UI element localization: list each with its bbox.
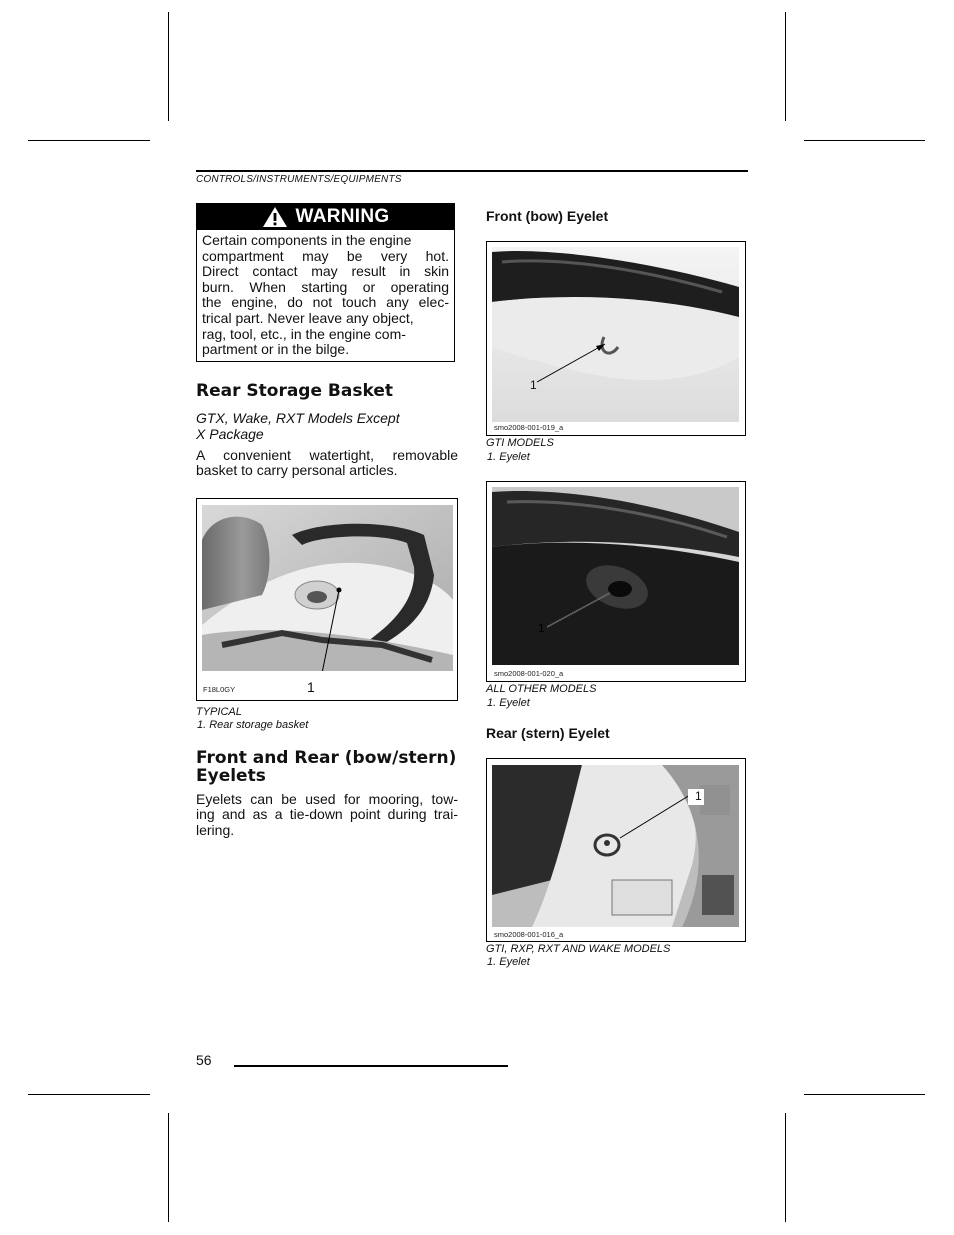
crop-mark bbox=[804, 1094, 925, 1095]
figure-code: smo2008-001-020_a bbox=[494, 669, 564, 678]
warning-line: Direct contact may result in skin bbox=[202, 263, 449, 280]
figure-code: F18L0GY bbox=[203, 685, 236, 694]
eyelets-body bbox=[196, 792, 458, 838]
figure-code: smo2008-001-016_a bbox=[494, 930, 564, 939]
warning-title: WARNING bbox=[295, 206, 390, 227]
figure-code: smo2008-001-019_a bbox=[494, 423, 564, 432]
models-line: GTX, Wake, RXT Models Except bbox=[196, 410, 400, 426]
heading-line: Front and Rear (bow/stern) bbox=[196, 748, 457, 768]
eyelets-heading bbox=[196, 749, 456, 785]
rear-storage-photo bbox=[202, 505, 453, 671]
rear-storage-figure bbox=[196, 498, 458, 701]
rear-storage-body bbox=[196, 448, 458, 479]
front-eyelet-other-figure bbox=[486, 481, 746, 682]
crop-mark bbox=[28, 140, 150, 141]
front-eyelet-gti-figure bbox=[486, 241, 746, 436]
rear-eyelet-heading: Rear (stern) Eyelet bbox=[486, 725, 610, 741]
body-line: lering. bbox=[196, 821, 235, 838]
header-rule bbox=[196, 170, 748, 172]
rear-storage-heading: Rear Storage Basket bbox=[196, 381, 393, 401]
warning-text bbox=[197, 230, 454, 358]
warning-line: trical part. Never leave any object, bbox=[202, 309, 414, 326]
figure-caption: TYPICAL bbox=[196, 706, 242, 718]
section-header: CONTROLS/INSTRUMENTS/EQUIPMENTS bbox=[196, 174, 402, 185]
warning-triangle-icon bbox=[262, 206, 288, 228]
warning-line: burn. When starting or operating bbox=[202, 278, 449, 295]
crop-mark bbox=[28, 1094, 150, 1095]
models-line: X Package bbox=[196, 426, 264, 442]
figure-legend-item: 1. Eyelet bbox=[487, 697, 530, 709]
figure-callout: 1 bbox=[307, 679, 315, 695]
warning-box bbox=[196, 203, 455, 362]
figure-callout: 1 bbox=[695, 789, 702, 803]
crop-mark bbox=[168, 12, 169, 121]
body-line: A convenient watertight, removable bbox=[196, 447, 458, 463]
page-number: 56 bbox=[196, 1052, 212, 1068]
front-eyelet-gti-photo bbox=[492, 247, 739, 422]
warning-line: Certain components in the engine bbox=[202, 232, 412, 248]
body-line: basket to carry personal articles. bbox=[196, 462, 398, 479]
front-eyelet-heading: Front (bow) Eyelet bbox=[486, 208, 609, 224]
rear-eyelet-figure bbox=[486, 758, 746, 942]
body-line: ing and as a tie-down point during trai- bbox=[196, 806, 458, 823]
figure-callout: 1 bbox=[530, 378, 537, 392]
warning-line: compartment may be very hot. bbox=[202, 247, 449, 264]
figure-legend-item: 1. Eyelet bbox=[487, 451, 530, 463]
crop-mark bbox=[785, 1113, 786, 1222]
body-line: Eyelets can be used for mooring, tow- bbox=[196, 791, 458, 807]
crop-mark bbox=[804, 140, 925, 141]
figure-caption: ALL OTHER MODELS bbox=[486, 683, 597, 695]
figure-legend-item: 1. Eyelet bbox=[487, 956, 530, 968]
rear-storage-models bbox=[196, 410, 436, 442]
heading-line: Eyelets bbox=[196, 766, 266, 786]
crop-mark bbox=[168, 1113, 169, 1222]
figure-callout: 1 bbox=[538, 621, 545, 635]
figure-caption: GTI, RXP, RXT AND WAKE MODELS bbox=[486, 943, 671, 955]
warning-line: rag, tool, etc., in the engine com- bbox=[202, 325, 406, 342]
figure-caption: GTI MODELS bbox=[486, 437, 554, 449]
warning-header bbox=[197, 204, 454, 230]
warning-line: the engine, do not touch any elec- bbox=[202, 294, 449, 311]
crop-mark bbox=[785, 12, 786, 121]
figure-legend-item: 1. Rear storage basket bbox=[197, 719, 309, 731]
front-eyelet-other-photo bbox=[492, 487, 739, 665]
warning-line: partment or in the bilge. bbox=[202, 341, 350, 358]
footer-rule bbox=[234, 1065, 508, 1067]
